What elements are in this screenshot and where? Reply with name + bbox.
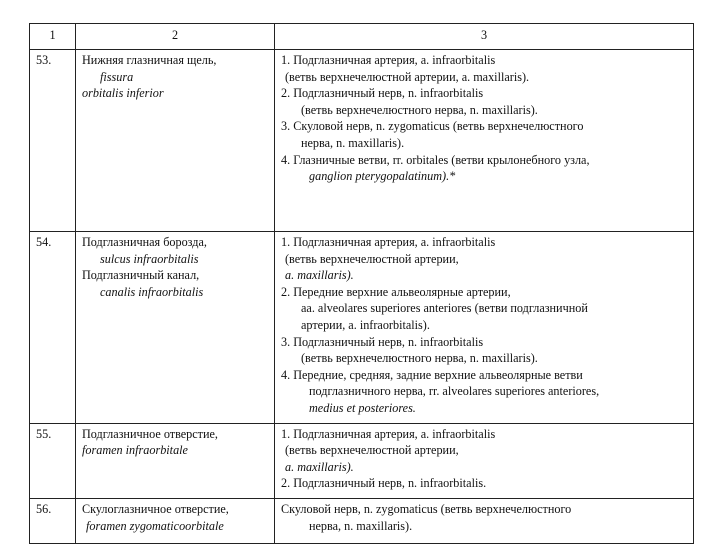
structure-line: Подглазничная борозда, bbox=[82, 235, 207, 249]
contents-line: (ветвь верхнечелюстной артерии, bbox=[285, 251, 459, 266]
structure-cell bbox=[76, 498, 275, 543]
contents-line: (ветвь верхнечелюстной артерии, a. maxillaris). bbox=[285, 69, 530, 84]
contents-line: 2. Подглазничный нерв, n. infraorbitalis bbox=[281, 86, 484, 101]
structure-line: sulcus infraorbitalis bbox=[100, 251, 199, 266]
structure-line: fissura bbox=[100, 69, 134, 84]
contents-line: Скуловой нерв, n. zygomaticus (ветвь верхнечелюстного bbox=[281, 501, 572, 516]
header-col-1: 1 bbox=[30, 24, 76, 50]
table-header-row bbox=[30, 24, 694, 50]
contents-line: 4. Глазничные ветви, rr. orbitales (ветви крылонебного узла, bbox=[281, 152, 590, 167]
contents-line: 1. Подглазничная артерия, a. infraorbitalis bbox=[281, 53, 496, 67]
contents-line: 1. Подглазничная артерия, a. infraorbitalis bbox=[281, 235, 496, 249]
structure-line: Подглазничный канал, bbox=[82, 268, 200, 283]
structure-line: Скулоглазничное отверстие, bbox=[82, 501, 229, 516]
contents-line: aa. alveolares superiores anteriores (ветви подглазничной bbox=[301, 301, 588, 316]
contents-line: (ветвь верхнечелюстной артерии, bbox=[285, 443, 459, 458]
structure-cell bbox=[76, 232, 275, 424]
row-number: 53. bbox=[30, 50, 76, 232]
contents-line: (ветвь верхнечелюстного нерва, n. maxillaris). bbox=[301, 351, 538, 366]
contents-line: подглазничного нерва, rr. alveolares superiores anteriores, bbox=[309, 384, 600, 399]
contents-cell bbox=[275, 50, 694, 232]
contents-line: нерва, n. maxillaris). bbox=[301, 135, 405, 150]
table-row bbox=[30, 423, 694, 498]
structure-cell bbox=[76, 50, 275, 232]
table-row bbox=[30, 232, 694, 424]
header-col-2: 2 bbox=[76, 24, 275, 50]
contents-line: артерии, a. infraorbitalis). bbox=[301, 317, 430, 332]
contents-cell bbox=[275, 423, 694, 498]
contents-cell bbox=[275, 232, 694, 424]
anatomy-table bbox=[29, 23, 694, 544]
contents-line: 1. Подглазничная артерия, a. infraorbitalis bbox=[281, 426, 496, 441]
contents-line: medius et posteriores. bbox=[309, 400, 416, 415]
structure-line: Подглазничное отверстие, bbox=[82, 426, 218, 441]
header-col-3: 3 bbox=[275, 24, 694, 50]
contents-line: (ветвь верхнечелюстного нерва, n. maxillaris). bbox=[301, 102, 538, 117]
structure-line: Нижняя глазничная щель, bbox=[82, 53, 217, 67]
contents-line: ganglion pterygopalatinum).* bbox=[309, 169, 456, 184]
structure-line: foramen zygomaticoorbitale bbox=[86, 518, 224, 533]
contents-line: 3. Скуловой нерв, n. zygomaticus (ветвь верхнечелюстного bbox=[281, 119, 584, 134]
structure-line: orbitalis inferior bbox=[82, 86, 164, 101]
contents-line: 2. Передние верхние альвеолярные артерии, bbox=[281, 284, 511, 299]
contents-line: нерва, n. maxillaris). bbox=[309, 518, 413, 533]
contents-cell bbox=[275, 498, 694, 543]
contents-line: a. maxillaris). bbox=[285, 459, 354, 474]
structure-line: canalis infraorbitalis bbox=[100, 284, 204, 299]
structure-line: foramen infraorbitale bbox=[82, 443, 188, 458]
contents-line: 3. Подглазничный нерв, n. infraorbitalis bbox=[281, 334, 484, 349]
contents-line: a. maxillaris). bbox=[285, 268, 354, 283]
table-row bbox=[30, 50, 694, 232]
contents-line: 4. Передние, средняя, задние верхние альвеолярные ветви bbox=[281, 367, 583, 382]
row-number: 54. bbox=[30, 232, 76, 424]
structure-cell bbox=[76, 423, 275, 498]
contents-line: 2. Подглазничный нерв, n. infraorbitalis. bbox=[281, 476, 487, 491]
row-number: 56. bbox=[30, 498, 76, 543]
row-number: 55. bbox=[30, 423, 76, 498]
table-row bbox=[30, 498, 694, 543]
